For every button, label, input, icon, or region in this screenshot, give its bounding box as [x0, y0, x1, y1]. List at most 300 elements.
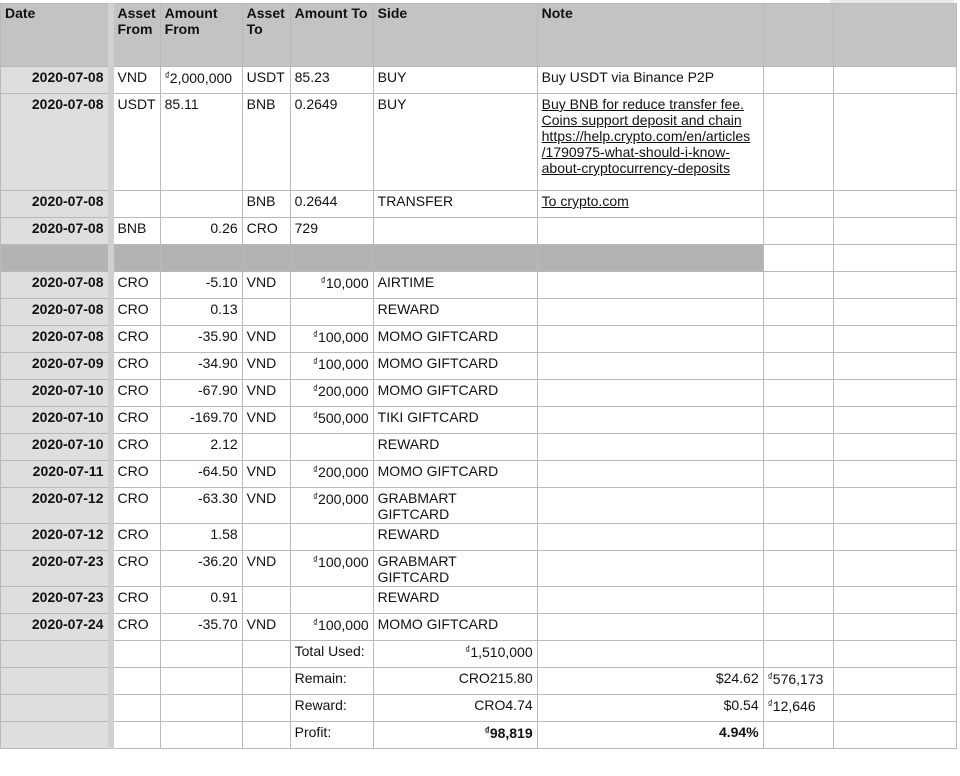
cell-value: CRO [117, 616, 149, 632]
asset-from-cell[interactable] [111, 299, 161, 326]
amount-to-cell[interactable] [290, 551, 373, 587]
amount-from-cell[interactable] [160, 380, 242, 407]
side-cell[interactable] [373, 380, 537, 407]
table-row [1, 380, 957, 407]
side-line: GRABMART [377, 553, 457, 569]
summary-usd[interactable] [537, 722, 763, 749]
date-cell[interactable] [1, 434, 111, 461]
amount-to-cell[interactable] [290, 587, 373, 614]
cell-value: REWARD [377, 436, 440, 452]
empty-cell[interactable] [833, 434, 956, 461]
cell-value: -35.90 [197, 328, 238, 344]
side-cell[interactable] [373, 218, 537, 245]
amount-to-cell[interactable] [290, 94, 373, 191]
amount-to-cell[interactable] [290, 407, 373, 434]
amount-to-cell[interactable] [290, 299, 373, 326]
summary-vnd[interactable] [763, 641, 833, 668]
cell-value: BNB [117, 220, 147, 236]
empty-cell[interactable] [833, 67, 956, 94]
asset-from-cell[interactable] [111, 94, 161, 191]
empty-cell[interactable] [160, 722, 242, 749]
amount-from-cell[interactable] [160, 488, 242, 524]
date-cell[interactable] [1, 326, 111, 353]
empty-cell[interactable] [160, 695, 242, 722]
side-cell[interactable] [373, 614, 537, 641]
empty-cell[interactable] [833, 461, 956, 488]
amount-to-cell[interactable] [290, 272, 373, 299]
note-cell[interactable] [537, 407, 763, 434]
note-link-cell[interactable] [537, 94, 763, 191]
empty-cell[interactable] [833, 488, 956, 524]
cell-value: CRO [117, 409, 149, 425]
separator-cell[interactable] [111, 245, 161, 272]
cell-value: REWARD [377, 301, 440, 317]
empty-cell[interactable] [763, 461, 833, 488]
cell-value: 100,000 [318, 356, 369, 372]
summary-row [1, 722, 957, 749]
side-line: GIFTCARD [377, 569, 450, 585]
note-link[interactable]: /1790975-what-should-i-know- [541, 144, 730, 160]
header-col-i[interactable] [833, 4, 956, 67]
cell-value: CRO4.74 [474, 697, 533, 713]
note-cell[interactable] [537, 488, 763, 524]
note-link[interactable]: Coins support deposit and chain [541, 112, 742, 128]
cell-value: -34.90 [197, 355, 238, 371]
cell-value: 2020-07-10 [31, 436, 104, 452]
amount-from-cell[interactable] [160, 407, 242, 434]
empty-cell[interactable] [763, 434, 833, 461]
side-line: GRABMART [377, 490, 457, 506]
amount-from-cell[interactable] [160, 461, 242, 488]
side-cell[interactable] [373, 326, 537, 353]
cell-value: 12,646 [772, 698, 816, 714]
date-cell[interactable] [1, 67, 111, 94]
separator-row [1, 245, 957, 272]
asset-to-cell[interactable] [242, 299, 290, 326]
cell-value: CRO215.80 [458, 670, 533, 686]
dong-symbol: ₫ [484, 726, 490, 737]
summary-vnd[interactable] [763, 695, 833, 722]
asset-from-cell[interactable] [111, 488, 161, 524]
amount-to-cell[interactable] [290, 488, 373, 524]
asset-to-cell[interactable] [242, 488, 290, 524]
cell-value: 576,173 [772, 671, 824, 687]
asset-from-cell[interactable] [111, 353, 161, 380]
note-cell[interactable] [537, 353, 763, 380]
asset-from-cell[interactable] [111, 551, 161, 587]
table-row [1, 67, 957, 94]
note-link[interactable]: Buy BNB for reduce transfer fee. [541, 96, 744, 112]
dong-symbol: ₫ [312, 411, 319, 422]
cell-value: 85.23 [294, 69, 330, 85]
asset-from-cell[interactable] [111, 434, 161, 461]
asset-from-cell[interactable] [111, 218, 161, 245]
amount-from-cell[interactable] [160, 94, 242, 191]
side-cell[interactable] [373, 524, 537, 551]
side-cell[interactable] [373, 587, 537, 614]
date-cell[interactable] [1, 218, 111, 245]
dong-symbol: ₫ [312, 618, 319, 629]
note-cell[interactable] [537, 326, 763, 353]
cell-value: VND [246, 382, 277, 398]
header-asset-from[interactable]: Asset From [111, 4, 161, 67]
empty-cell[interactable] [763, 353, 833, 380]
cell-value: MOMO GIFTCARD [377, 355, 499, 371]
asset-to-cell[interactable] [242, 434, 290, 461]
note-cell[interactable] [537, 614, 763, 641]
cell-value: 2020-07-08 [31, 220, 104, 236]
amount-to-cell[interactable] [290, 326, 373, 353]
separator-cell[interactable] [290, 245, 373, 272]
cell-value: 2020-07-08 [31, 328, 104, 344]
side-cell[interactable] [373, 94, 537, 191]
cell-value: MOMO GIFTCARD [377, 616, 499, 632]
date-cell[interactable] [1, 191, 111, 218]
empty-cell[interactable] [833, 641, 956, 668]
empty-cell[interactable] [763, 272, 833, 299]
cell-value: VND [246, 328, 277, 344]
cell-value: TRANSFER [377, 193, 454, 209]
cell-value: 2020-07-10 [31, 382, 104, 398]
cell-value: VND [246, 616, 277, 632]
empty-cell[interactable] [833, 668, 956, 695]
summary-value[interactable] [373, 668, 537, 695]
separator-cell[interactable] [373, 245, 537, 272]
cell-value: USDT [246, 69, 285, 85]
empty-cell[interactable] [833, 272, 956, 299]
separator-cell[interactable] [242, 245, 290, 272]
date-cell[interactable] [1, 587, 111, 614]
empty-cell[interactable] [763, 191, 833, 218]
note-cell[interactable] [537, 434, 763, 461]
cell-value: CRO [246, 220, 278, 236]
asset-to-cell[interactable] [242, 272, 290, 299]
note-link-cell[interactable] [537, 191, 763, 218]
dong-symbol: ₫ [465, 645, 471, 656]
summary-usd[interactable] [537, 668, 763, 695]
separator-cell[interactable] [1, 245, 111, 272]
cell-value: 2020-07-23 [31, 553, 104, 569]
dong-symbol: ₫ [312, 465, 319, 476]
empty-cell[interactable] [763, 614, 833, 641]
cell-value: 0.13 [210, 301, 238, 317]
asset-to-cell[interactable] [242, 67, 290, 94]
date-cell[interactable] [1, 407, 111, 434]
cell-value: 2020-07-24 [31, 616, 104, 632]
cell-value: 85.11 [164, 96, 199, 112]
date-cell[interactable] [1, 380, 111, 407]
empty-cell[interactable] [833, 722, 956, 749]
date-cell[interactable] [1, 524, 111, 551]
empty-cell[interactable] [763, 488, 833, 524]
date-cell[interactable] [1, 299, 111, 326]
summary-row [1, 695, 957, 722]
empty-cell[interactable] [763, 587, 833, 614]
empty-cell[interactable] [763, 326, 833, 353]
empty-cell[interactable] [242, 722, 290, 749]
asset-from-cell[interactable] [111, 461, 161, 488]
amount-from-cell[interactable] [160, 524, 242, 551]
summary-label[interactable] [290, 695, 373, 722]
empty-cell[interactable] [763, 524, 833, 551]
cell-value: 2020-07-11 [32, 463, 104, 479]
asset-to-cell[interactable] [242, 461, 290, 488]
note-cell[interactable] [537, 461, 763, 488]
note-link[interactable]: To crypto.com [541, 193, 629, 209]
amount-from-cell[interactable] [160, 326, 242, 353]
empty-cell[interactable] [763, 551, 833, 587]
note-cell[interactable] [537, 67, 763, 94]
summary-value[interactable] [373, 641, 537, 668]
asset-from-cell[interactable] [111, 191, 161, 218]
header-date[interactable]: Date [1, 4, 111, 67]
amount-from-cell[interactable] [160, 218, 242, 245]
header-note[interactable]: Note [537, 4, 763, 67]
date-cell[interactable] [1, 488, 111, 524]
cell-value: Profit: [294, 724, 332, 740]
table-row [1, 272, 957, 299]
empty-cell[interactable] [833, 191, 956, 218]
date-cell[interactable] [1, 94, 111, 191]
table-row [1, 488, 957, 524]
note-cell[interactable] [537, 299, 763, 326]
cell-value: 200,000 [318, 383, 369, 399]
asset-from-cell[interactable] [111, 407, 161, 434]
cell-value: 1,510,000 [470, 644, 533, 660]
amount-to-cell[interactable] [290, 218, 373, 245]
amount-from-cell[interactable] [160, 587, 242, 614]
table-row [1, 551, 957, 587]
amount-from-cell[interactable] [160, 191, 242, 218]
side-cell[interactable] [373, 434, 537, 461]
cell-value: 200,000 [318, 491, 369, 507]
asset-to-cell[interactable] [242, 587, 290, 614]
note-link[interactable]: https://help.crypto.com/en/articles [541, 128, 751, 144]
cell-value: CRO [117, 490, 149, 506]
table-row [1, 326, 957, 353]
table-row [1, 191, 957, 218]
side-line: GIFTCARD [377, 506, 450, 522]
amount-from-cell[interactable] [160, 551, 242, 587]
asset-to-cell[interactable] [242, 380, 290, 407]
cell-value: BNB [246, 193, 276, 209]
cell-value: 2020-07-10 [31, 409, 104, 425]
header-col-h[interactable] [763, 4, 833, 67]
empty-cell[interactable] [763, 380, 833, 407]
separator-cell[interactable] [833, 245, 956, 272]
empty-cell[interactable] [833, 326, 956, 353]
header-amount-from[interactable]: Amount From [160, 4, 242, 67]
amount-to-cell[interactable] [290, 191, 373, 218]
asset-to-cell[interactable] [242, 94, 290, 191]
summary-label[interactable] [290, 668, 373, 695]
asset-to-cell[interactable] [242, 353, 290, 380]
empty-cell[interactable] [111, 668, 161, 695]
empty-cell[interactable] [763, 94, 833, 191]
amount-to-cell[interactable] [290, 614, 373, 641]
asset-to-cell[interactable] [242, 191, 290, 218]
header-asset-to[interactable]: Asset To [242, 4, 290, 67]
empty-cell[interactable] [111, 641, 161, 668]
empty-cell[interactable] [763, 67, 833, 94]
cell-value: -64.50 [197, 463, 238, 479]
note-cell[interactable] [537, 380, 763, 407]
asset-from-cell[interactable] [111, 524, 161, 551]
summary-label[interactable] [290, 641, 373, 668]
date-cell[interactable] [1, 551, 111, 587]
summary-vnd[interactable] [763, 668, 833, 695]
empty-cell[interactable] [160, 668, 242, 695]
asset-from-cell[interactable] [111, 587, 161, 614]
date-cell[interactable] [1, 353, 111, 380]
amount-from-cell[interactable] [160, 67, 242, 94]
table-row [1, 461, 957, 488]
cell-value: 2,000,000 [169, 70, 233, 86]
summary-usd[interactable] [537, 695, 763, 722]
asset-from-cell[interactable] [111, 272, 161, 299]
asset-to-cell[interactable] [242, 614, 290, 641]
side-cell[interactable] [373, 353, 537, 380]
amount-to-cell[interactable] [290, 353, 373, 380]
side-cell[interactable] [373, 488, 537, 524]
asset-from-cell[interactable] [111, 380, 161, 407]
empty-cell[interactable] [833, 524, 956, 551]
cell-value: 100,000 [318, 329, 369, 345]
side-cell[interactable] [373, 67, 537, 94]
date-cell[interactable] [1, 641, 111, 668]
empty-cell[interactable] [160, 641, 242, 668]
cell-value: 0.2644 [294, 193, 338, 209]
note-cell[interactable] [537, 272, 763, 299]
cell-value: -63.30 [197, 490, 238, 506]
date-cell[interactable] [1, 722, 111, 749]
date-cell[interactable] [1, 272, 111, 299]
note-cell[interactable] [537, 524, 763, 551]
asset-to-cell[interactable] [242, 218, 290, 245]
asset-to-cell[interactable] [242, 326, 290, 353]
empty-cell[interactable] [833, 94, 956, 191]
cell-value: VND [246, 409, 277, 425]
amount-to-cell[interactable] [290, 67, 373, 94]
header-side[interactable]: Side [373, 4, 537, 67]
cell-value: 2020-07-08 [31, 193, 104, 209]
empty-cell[interactable] [111, 695, 161, 722]
empty-cell[interactable] [833, 299, 956, 326]
asset-from-cell[interactable] [111, 614, 161, 641]
asset-to-cell[interactable] [242, 551, 290, 587]
cell-value: BUY [377, 69, 407, 85]
empty-cell[interactable] [111, 722, 161, 749]
empty-cell[interactable] [763, 299, 833, 326]
date-cell[interactable] [1, 461, 111, 488]
empty-cell[interactable] [833, 551, 956, 587]
note-link[interactable]: about-cryptocurrency-deposits [541, 160, 730, 176]
summary-label[interactable] [290, 722, 373, 749]
cell-value: CRO [117, 328, 149, 344]
empty-cell[interactable] [833, 614, 956, 641]
cell-value: VND [117, 69, 148, 85]
cell-value: CRO [117, 382, 149, 398]
cell-value: 2020-07-08 [31, 301, 104, 317]
summary-usd[interactable] [537, 641, 763, 668]
empty-cell[interactable] [833, 218, 956, 245]
empty-cell[interactable] [833, 380, 956, 407]
empty-cell[interactable] [763, 218, 833, 245]
side-cell[interactable] [373, 407, 537, 434]
cell-value: $0.54 [723, 697, 759, 713]
dong-symbol: ₫ [767, 699, 773, 710]
empty-cell[interactable] [242, 668, 290, 695]
cell-value: CRO [117, 526, 149, 542]
side-cell[interactable] [373, 272, 537, 299]
summary-value[interactable] [373, 722, 537, 749]
empty-cell[interactable] [242, 641, 290, 668]
separator-cell[interactable] [763, 245, 833, 272]
cell-value: -67.90 [197, 382, 238, 398]
amount-to-cell[interactable] [290, 380, 373, 407]
asset-from-cell[interactable] [111, 67, 161, 94]
cell-value: 4.94% [718, 724, 759, 740]
empty-cell[interactable] [833, 587, 956, 614]
asset-to-cell[interactable] [242, 407, 290, 434]
note-cell[interactable] [537, 551, 763, 587]
summary-value[interactable] [373, 695, 537, 722]
note-cell[interactable] [537, 218, 763, 245]
date-cell[interactable] [1, 614, 111, 641]
side-cell[interactable] [373, 299, 537, 326]
cell-value: 2020-07-09 [31, 355, 104, 371]
amount-from-cell[interactable] [160, 434, 242, 461]
cell-value: USDT [117, 96, 156, 112]
amount-from-cell[interactable] [160, 614, 242, 641]
empty-cell[interactable] [833, 695, 956, 722]
amount-to-cell[interactable] [290, 524, 373, 551]
empty-cell[interactable] [833, 407, 956, 434]
cell-value: 2020-07-08 [31, 69, 104, 85]
amount-from-cell[interactable] [160, 272, 242, 299]
empty-cell[interactable] [242, 695, 290, 722]
cell-value: 0.26 [210, 220, 238, 236]
cell-value: CRO [117, 463, 149, 479]
cell-value: 0.2649 [294, 96, 338, 112]
summary-vnd[interactable] [763, 722, 833, 749]
cell-value: BNB [246, 96, 276, 112]
empty-cell[interactable] [763, 407, 833, 434]
cell-value: 200,000 [318, 464, 369, 480]
table-row [1, 524, 957, 551]
asset-to-cell[interactable] [242, 524, 290, 551]
amount-to-cell[interactable] [290, 434, 373, 461]
amount-from-cell[interactable] [160, 299, 242, 326]
empty-cell[interactable] [833, 353, 956, 380]
amount-to-cell[interactable] [290, 461, 373, 488]
amount-from-cell[interactable] [160, 353, 242, 380]
date-cell[interactable] [1, 695, 111, 722]
separator-cell[interactable] [537, 245, 763, 272]
note-text: Buy USDT via Binance P2P [541, 69, 715, 85]
separator-cell[interactable] [160, 245, 242, 272]
cell-value: CRO [117, 274, 149, 290]
side-cell[interactable] [373, 191, 537, 218]
header-amount-to[interactable]: Amount To [290, 4, 373, 67]
dong-symbol: ₫ [767, 672, 773, 683]
asset-from-cell[interactable] [111, 326, 161, 353]
note-cell[interactable] [537, 587, 763, 614]
side-cell[interactable] [373, 461, 537, 488]
cell-value: 100,000 [318, 554, 369, 570]
side-cell[interactable] [373, 551, 537, 587]
date-cell[interactable] [1, 668, 111, 695]
